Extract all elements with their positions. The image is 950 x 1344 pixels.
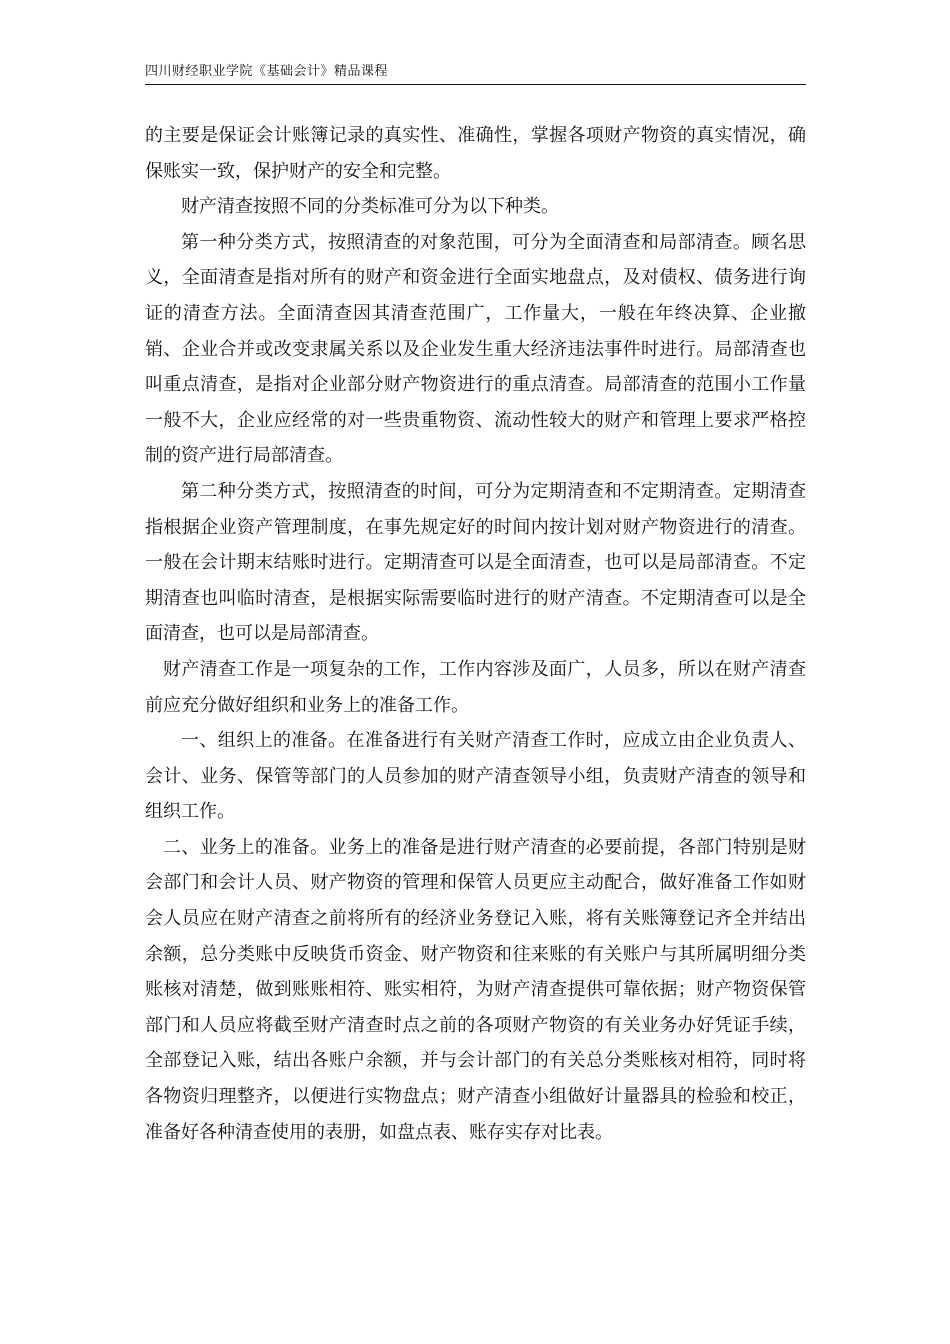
- paragraph: 财产清查按照不同的分类标准可分为以下种类。: [181, 196, 559, 218]
- paragraph: 第一种分类方式，按照清查的对象范围，可分为全面清查和局部清查。顾名思义，全面清查是指对所有的财产和资金进行全面实地盘点，及对债权、债务进行询证的清查方法。全面清查因其清查范围广，工作量大，一般在年终决算、企业撤销、企业合并或改变隶属关系以及企业发生重大经济违法事件时进行。局部清查也叫重点清查，是指对企业部分财产物资进行的重点清查。局部清查的范围小工作量一般不大，企业应经常的对一些贵重物资、流动性较大的财产和管理上要求严格控制的资产进行局部清查。: [145, 231, 806, 467]
- paragraph: 二、业务上的准备。业务上的准备是进行财产清查的必要前提，各部门特别是财会部门和会计人员、财产物资的管理和保管人员更应主动配合，做好准备工作如财会人员应在财产清查之前将所有的经济业务登记入账，将有关账簿登记齐全并结出余额，总分类账中反映货币资金、财产物资和往来账的有关账户与其所属明细分类账核对清楚，做到账账相符、账实相符，为财产清查提供可靠依据；财产物资保管部门和人员应将截至财产清查时点之前的各项财产物资的有关业务办好凭证手续，全部登记入账，结出各账户余额，并与会计部门的有关总分类账核对相符，同时将各物资归理整齐，以便进行实物盘点；财产清查小组做好计量器具的检验和校正，准备好各种清查使用的表册，如盘点表、账存实存对比表。: [145, 836, 806, 1143]
- paragraph: 的主要是保证会计账簿记录的真实性、准确性，掌握各项财产物资的真实情况，确保账实一致，保护财产的安全和完整。: [145, 125, 806, 182]
- paragraph: 财产清查工作是一项复杂的工作，工作内容涉及面广，人员多，所以在财产清查前应充分做好组织和业务上的准备工作。: [145, 658, 806, 716]
- page-header: 四川财经职业学院《基础会计》精品课程: [145, 64, 389, 79]
- body-text: [145, 118, 806, 1150]
- header-divider: [145, 84, 806, 85]
- paragraph: 第二种分类方式，按照清查的时间，可分为定期清查和不定期清查。定期清查指根据企业资产管理制度，在事先规定好的时间内按计划对财产物资进行的清查。一般在会计期末结账时进行。定期清查可以是全面清查，也可以是局部清查。不定期清查也叫临时清查，是根据实际需要临时进行的财产清查。不定期清查可以是全面清查，也可以是局部清查。: [145, 480, 806, 645]
- paragraph: 一、组织上的准备。在准备进行有关财产清查工作时，应成立由企业负责人、会计、业务、保管等部门的人员参加的财产清查领导小组，负责财产清查的领导和组织工作。: [145, 730, 806, 823]
